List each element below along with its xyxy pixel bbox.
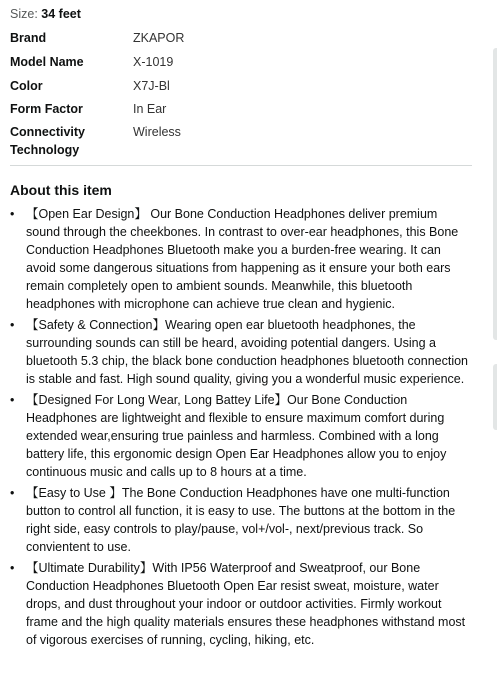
section-divider: [10, 165, 472, 166]
spec-key: Form Factor: [10, 102, 83, 116]
spec-row-color: [10, 77, 472, 100]
spec-row-brand: [10, 29, 472, 53]
spec-value: Wireless: [133, 125, 181, 139]
bullet-glyph: •: [10, 207, 15, 221]
spec-key: Model Name: [10, 55, 84, 69]
feature-bullet: [10, 316, 472, 388]
feature-bullet-text: 【Ultimate Durability】With IP56 Waterproof and Sweatproof, our Bone Conduction Headphones Bluetooth Open Ear resist sweat, moisture, water drops, and dust throughout your indoor or outdoor activities. Firmly workout frame and the high quality materials ensures these headphones withstand most of vigorous exercises of running, cycling, hiking, etc.: [26, 561, 466, 647]
about-this-item-heading: About this item: [10, 182, 112, 198]
bullet-glyph: •: [10, 393, 15, 407]
size-value: 34 feet: [41, 7, 81, 21]
spec-key: Brand: [10, 31, 47, 45]
bullet-glyph: •: [10, 561, 15, 575]
feature-bullet: [10, 391, 472, 481]
spec-row-model-name: [10, 53, 472, 77]
spec-row-connectivity: [10, 123, 472, 159]
spec-value: ZKAPOR: [133, 31, 185, 45]
spec-key: Connectivity Technology: [10, 125, 86, 157]
bullet-glyph: •: [10, 486, 15, 500]
side-panel-edge: [493, 364, 497, 430]
spec-row-form-factor: [10, 100, 472, 123]
product-specs-table: [10, 29, 472, 159]
feature-bullet: [10, 205, 472, 313]
feature-bullet-text: 【Easy to Use 】The Bone Conduction Headphones have one multi-function button to control all function, it is easy to use. The buttons at the bottom in the right side, easy controls to play/pause, vol+/vol-, next/previous track. So convientent to use.: [26, 486, 456, 554]
feature-bullet-text: 【Safety & Connection】Wearing open ear bluetooth headphones, the surrounding sounds can still be heard, avoiding potential dangers. Using a bluetooth 5.3 chip, the black bone conduction headphones bluetooth connection is stable and fast. High sound quality, giving you a wonderful music experience.: [26, 318, 469, 386]
feature-bullet: [10, 559, 472, 649]
spec-value: X-1019: [133, 55, 174, 69]
feature-bullet-text: 【Designed For Long Wear, Long Battey Life】Our Bone Conduction Headphones are lightweight and flexible to ensure maximum comfort during extended wear,ensuring true painless and harmless. Combined with a long battery life, this ergonomic design Open Ear Headphones allow you to enjoy continuous music and calls up to 8 hours at a time.: [26, 393, 447, 479]
spec-value: X7J-Bl: [133, 79, 170, 93]
feature-bullet-text: 【Open Ear Design】 Our Bone Conduction Headphones deliver premium sound through the cheekbones. In contrast to over-ear headphones, this Bone Conduction Headphones Bluetooth make you a burden-free wearing. It can avoid some dangerous situations from happening as it ensure your both ears remain completely open to ambient sounds. Meanwhile, this bluetooth headphones with microphone can achieve true clean and hygienic.: [26, 207, 459, 311]
spec-value: In Ear: [133, 102, 167, 116]
side-panel-edge: [493, 48, 497, 340]
size-label: Size:: [10, 7, 38, 21]
feature-bullet-list: [10, 205, 472, 652]
feature-bullet: [10, 484, 472, 556]
bullet-glyph: •: [10, 318, 15, 332]
spec-key: Color: [10, 79, 43, 93]
size-selection: [10, 6, 81, 22]
